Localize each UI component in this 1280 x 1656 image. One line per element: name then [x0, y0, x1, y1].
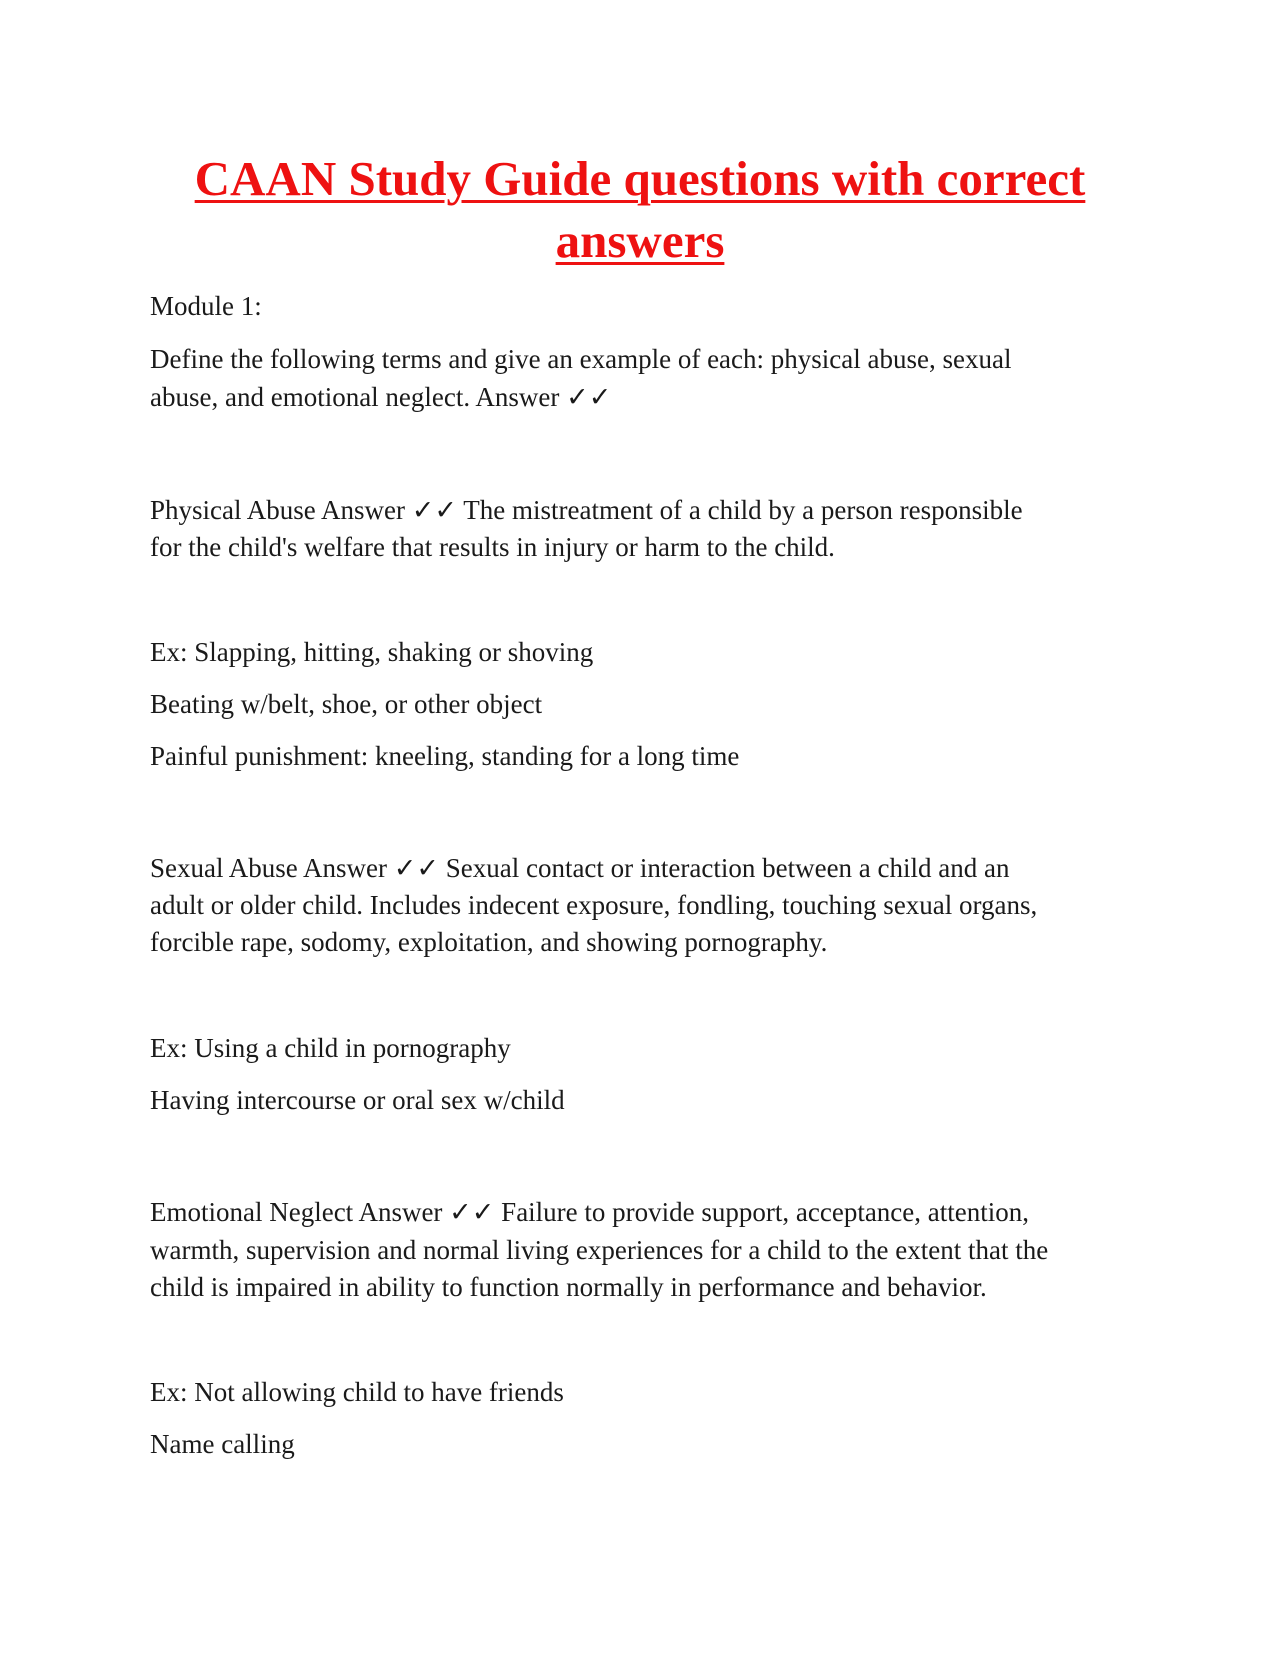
title-line-1: CAAN Study Guide questions with correct [194, 151, 1086, 206]
physical-abuse-line-1: Physical Abuse Answer ✓✓ The mistreatment of a child by a person responsible [150, 495, 1023, 525]
module-heading: Module 1: [150, 291, 262, 321]
emotional-neglect-line-3: child is impaired in ability to function normally in performance and behavior. [150, 1272, 987, 1302]
physical-example-2: Beating w/belt, shoe, or other object [150, 689, 543, 719]
sexual-abuse-line-2: adult or older child. Includes indecent exposure, fondling, touching sexual organs, [150, 890, 1038, 920]
question-line-1: Define the following terms and give an example of each: physical abuse, sexual [150, 344, 1012, 374]
emotional-example-1: Ex: Not allowing child to have friends [150, 1377, 564, 1407]
physical-abuse-line-2: for the child's welfare that results in injury or harm to the child. [150, 532, 835, 562]
emotional-neglect-line-2: warmth, supervision and normal living experiences for a child to the extent that the [150, 1235, 1049, 1265]
sexual-example-1: Ex: Using a child in pornography [150, 1033, 511, 1063]
title-line-2: answers [555, 213, 725, 268]
physical-example-1: Ex: Slapping, hitting, shaking or shoving [150, 637, 594, 667]
physical-example-3: Painful punishment: kneeling, standing for a long time [150, 741, 740, 771]
sexual-abuse-line-1: Sexual Abuse Answer ✓✓ Sexual contact or interaction between a child and an [150, 853, 1010, 883]
sexual-example-2: Having intercourse or oral sex w/child [150, 1085, 565, 1115]
emotional-neglect-line-1: Emotional Neglect Answer ✓✓ Failure to provide support, acceptance, attention, [150, 1197, 1029, 1227]
document-title [150, 148, 1130, 272]
sexual-abuse-line-3: forcible rape, sodomy, exploitation, and showing pornography. [150, 927, 828, 957]
question-line-2: abuse, and emotional neglect. Answer ✓✓ [150, 382, 612, 412]
emotional-example-2: Name calling [150, 1429, 295, 1459]
